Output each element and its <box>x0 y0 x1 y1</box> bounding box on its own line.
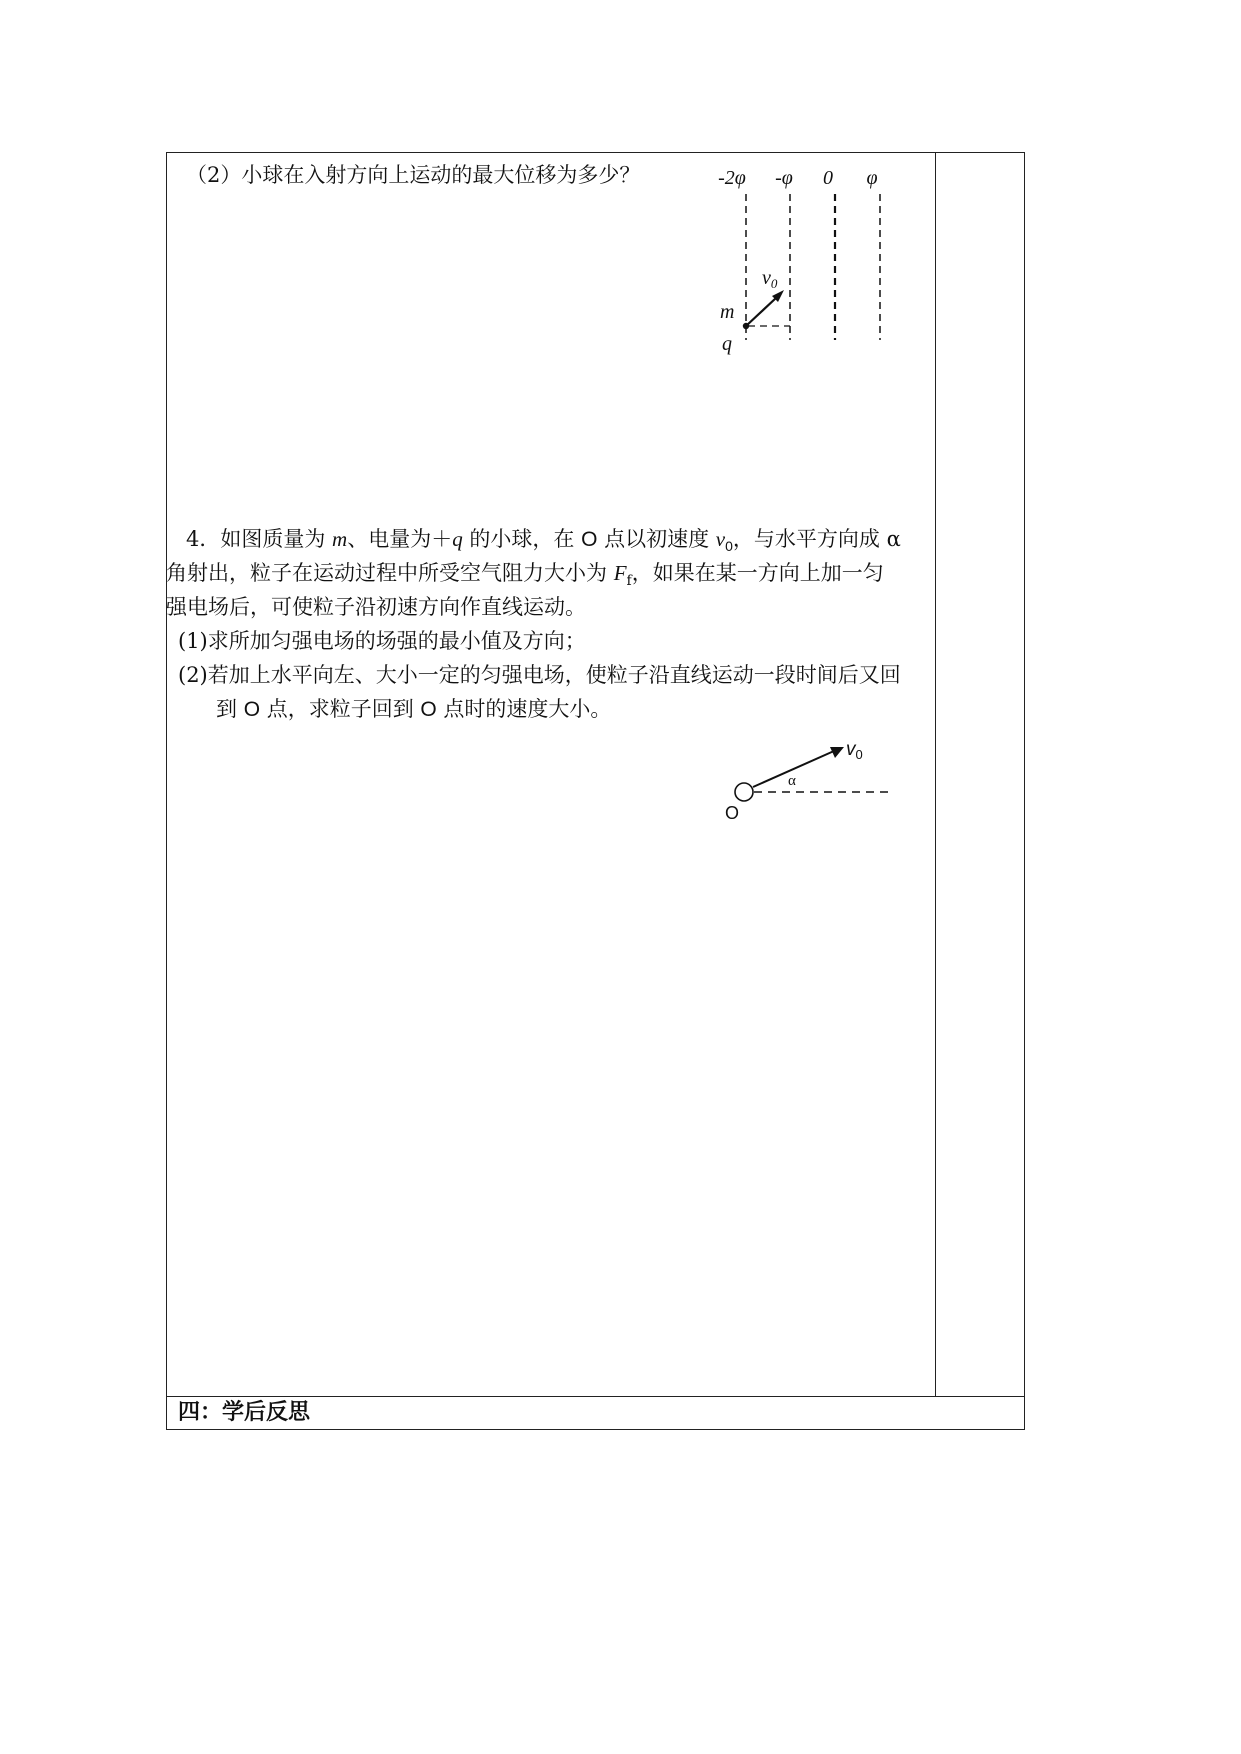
launch-figure <box>710 735 900 825</box>
problem-4-line-1: 4．如图质量为 m、电量为＋q 的小球，在 O 点以初速度 $v_0$，与水平方向成 α <box>186 527 901 555</box>
potential-label: -2φ <box>718 167 746 189</box>
question-2-text: （2）小球在入射方向上运动的最大位移为多少？ <box>186 163 641 187</box>
potential-label: -φ <box>775 167 793 189</box>
charge-label: q <box>722 333 732 355</box>
velocity-label: $v_0$ <box>762 267 778 291</box>
section-4-title: 四：学后反思 <box>178 1400 311 1425</box>
equipotential-figure <box>700 160 900 360</box>
problem-4-line-3: 强电场后，可使粒子沿初速方向作直线运动。 <box>166 595 586 619</box>
problem-4-part-2: (2)若加上水平向左、大小一定的匀强电场，使粒子沿直线运动一段时间后又回 <box>178 663 901 687</box>
problem-4-line-2: 角射出，粒子在运动过程中所受空气阻力大小为 $F_f$，如果在某一方向上加一匀 <box>166 561 884 590</box>
particle-circle <box>735 783 753 801</box>
velocity-label: $v_0$ <box>846 739 863 762</box>
table-column-divider <box>935 152 936 1396</box>
potential-label: φ <box>866 167 878 189</box>
mass-label: m <box>720 301 735 323</box>
velocity-arrow <box>746 298 776 326</box>
problem-4-part-1: (1)求所加匀强电场的场强的最小值及方向； <box>178 629 586 653</box>
table-row-divider <box>166 1396 1025 1397</box>
potential-label: 0 <box>823 167 833 189</box>
angle-label: α <box>788 773 796 789</box>
problem-4-part-2-cont: 到 O 点，求粒子回到 O 点时的速度大小。 <box>216 697 612 721</box>
origin-label: O <box>725 803 740 823</box>
